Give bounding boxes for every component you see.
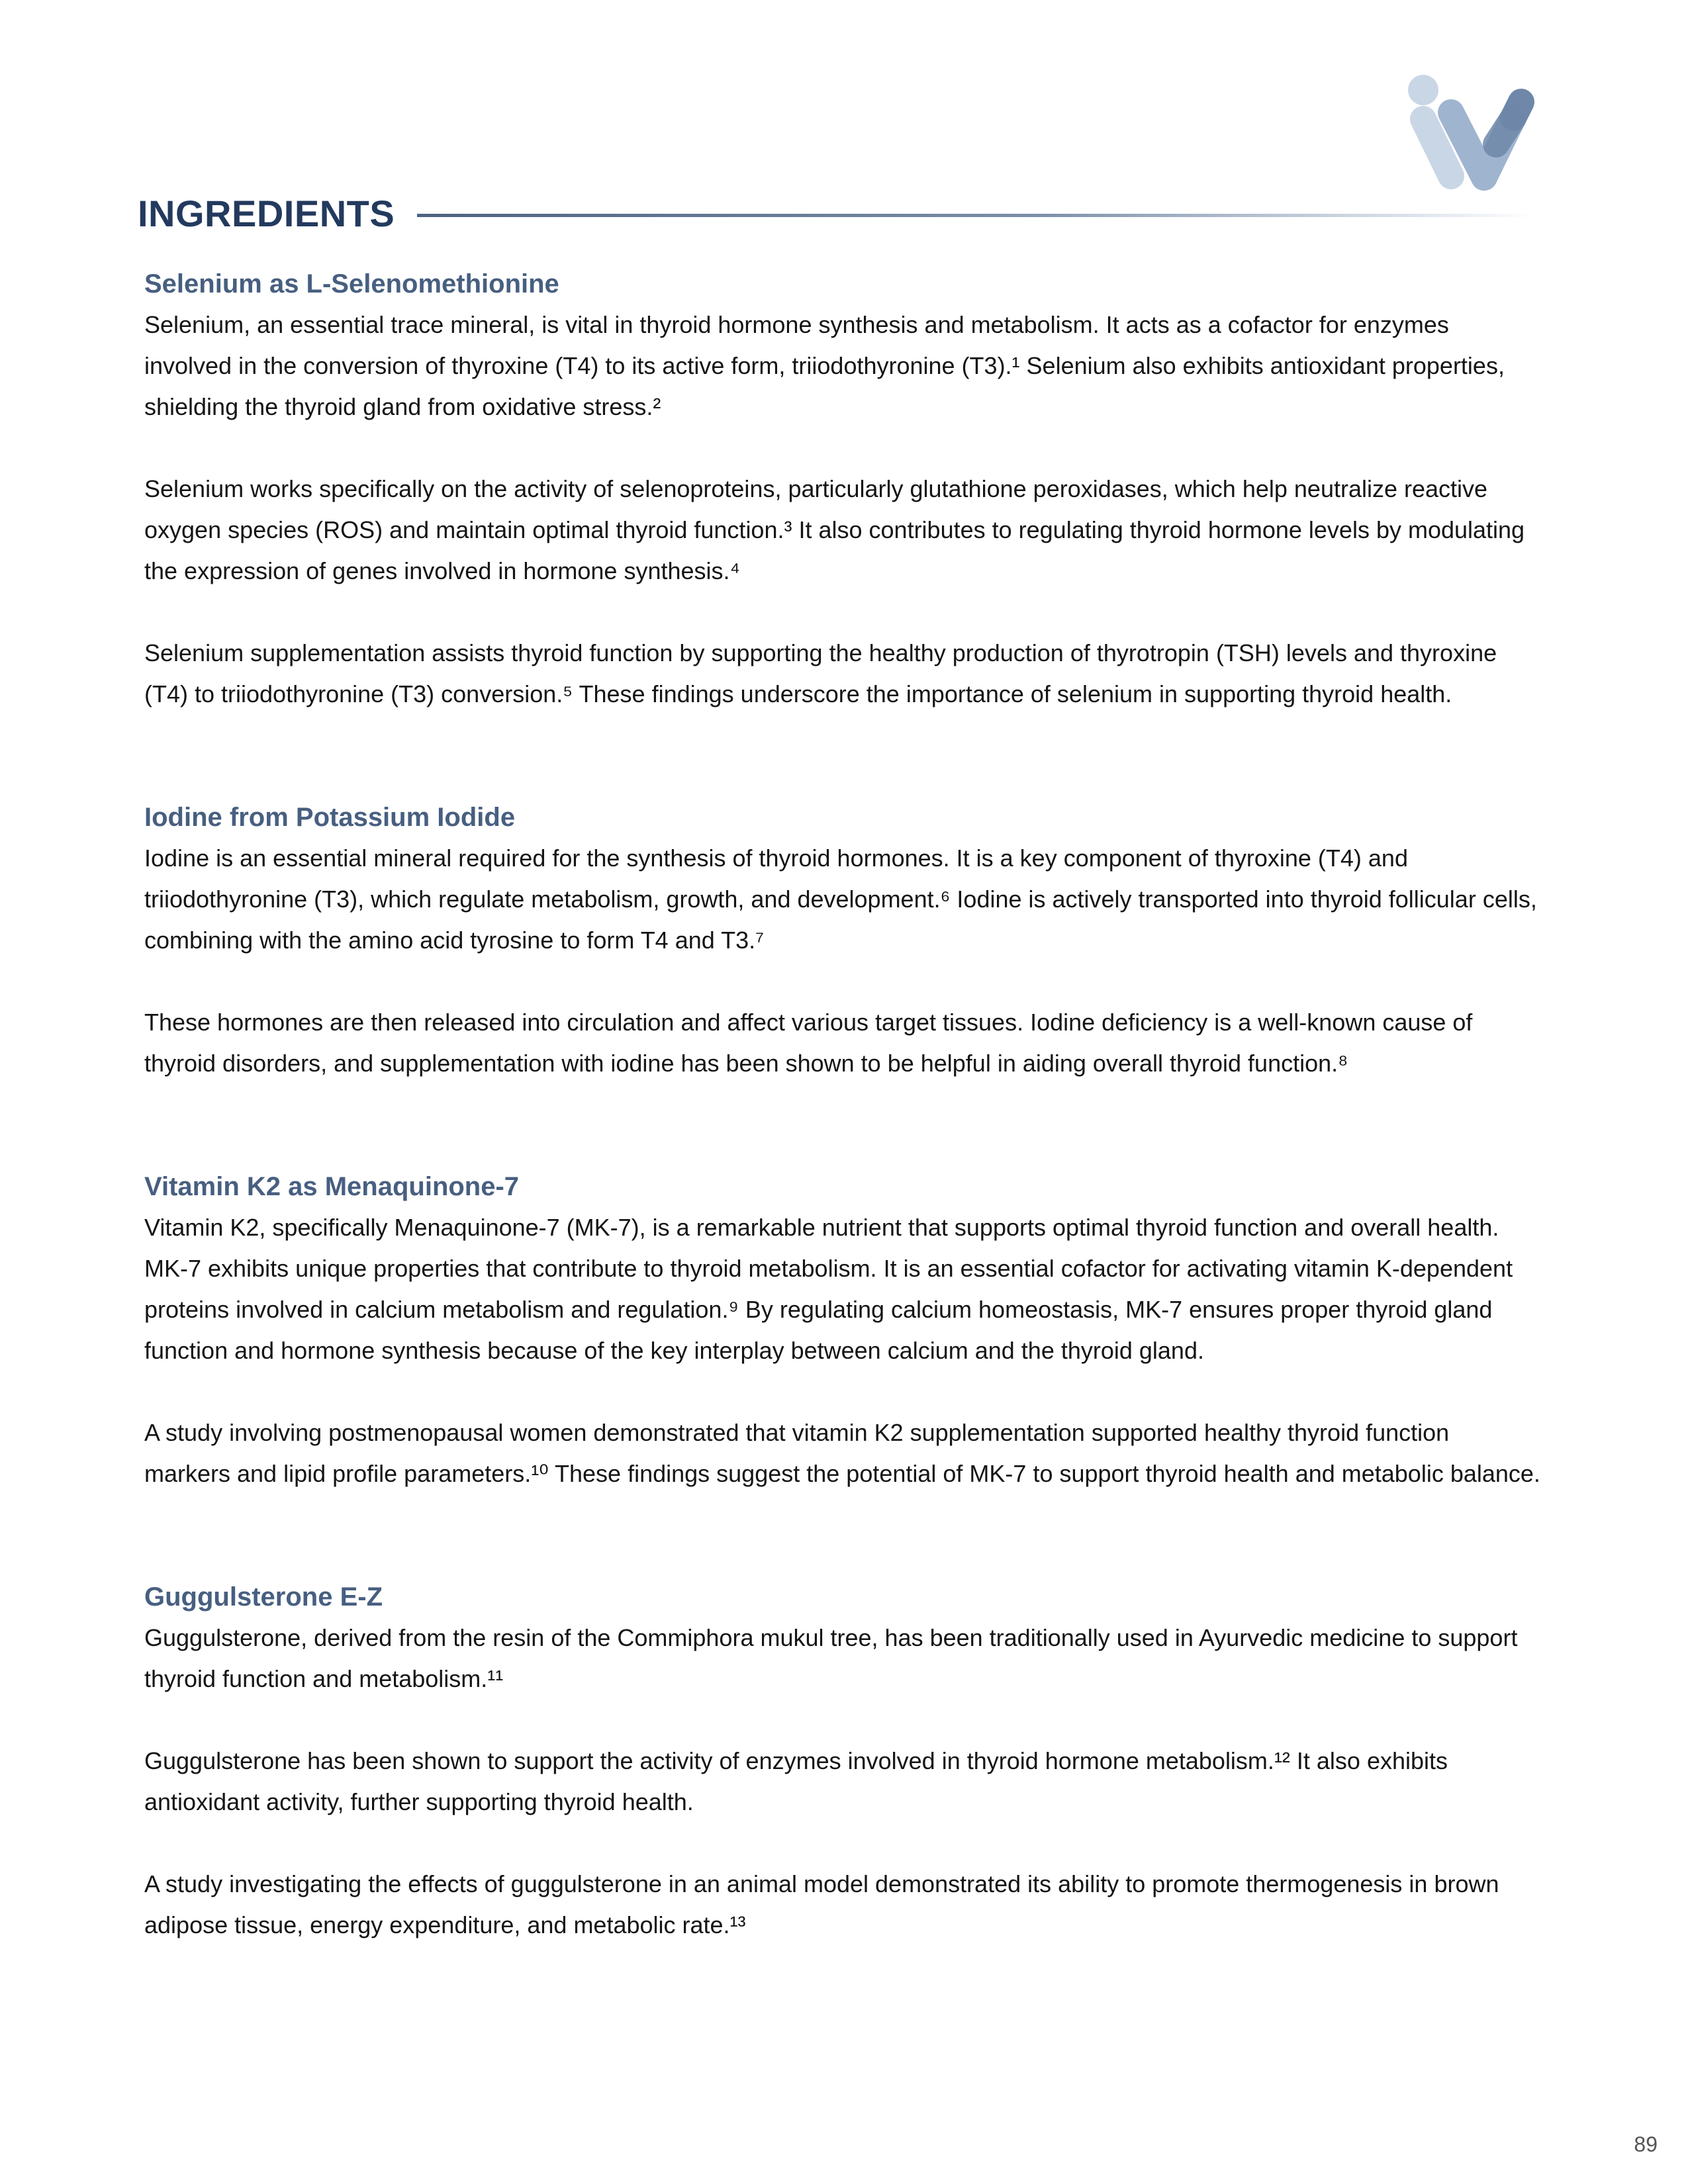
page-header xyxy=(138,187,1534,240)
section-guggulsterone xyxy=(144,1576,1541,1946)
section-heading: Iodine from Potassium Iodide xyxy=(144,803,516,832)
paragraph: Selenium, an essential trace mineral, is vital in thyroid hormone synthesis and metabolism. It acts as a cofactor for enzymes involved in the conversion of thyroxine (T4) to its active form, triiodothyronine (T3).¹ Selenium also exhibits antioxidant properties, shielding the thyroid gland from oxidative stress.² xyxy=(144,311,1505,420)
title-divider xyxy=(417,214,1534,217)
paragraph: A study investigating the effects of guggulsterone in an animal model demonstrated its ability to promote thermogenesis in brown adipose tissue, energy expenditure, and metabolic rate.¹³ xyxy=(144,1870,1499,1938)
section-iodine xyxy=(144,797,1541,1084)
paragraph: Iodine is an essential mineral required for the synthesis of thyroid hormones. It is a key component of thyroxine (T4) and triiodothyronine (T3), which regulate metabolism, growth, and development.⁶ Iodine is actively transported into thyroid follicular cells, combining with the amino acid tyrosine to form T4 and T3.⁷ xyxy=(144,844,1537,954)
paragraph: Selenium works specifically on the activity of selenoproteins, particularly glutathione peroxidases, which help neutralize reactive oxygen species (ROS) and maintain optimal thyroid function.³ It also contributes to regulating thyroid hormone levels by modulating the expression of genes involved in hormone synthesis.⁴ xyxy=(144,475,1525,584)
paragraph: Guggulsterone, derived from the resin of the Commiphora mukul tree, has been traditionally used in Ayurvedic medicine to support thyroid function and metabolism.¹¹ xyxy=(144,1624,1518,1692)
page-number: 89 xyxy=(1634,2132,1658,2156)
paragraph: These hormones are then released into circulation and affect various target tissues. Iodine deficiency is a well-known cause of thyroid disorders, and supplementation with iodine has been shown to be helpful in aiding overall thyroid function.⁸ xyxy=(144,1009,1473,1077)
section-heading: Vitamin K2 as Menaquinone-7 xyxy=(144,1172,520,1201)
page-title: INGREDIENTS xyxy=(138,192,395,234)
section-heading: Selenium as L-Selenomethionine xyxy=(144,269,559,298)
ingredients-content xyxy=(144,263,1541,1946)
brand-logo-icon xyxy=(1403,71,1549,197)
section-selenium xyxy=(144,263,1541,715)
paragraph: Guggulsterone has been shown to support the activity of enzymes involved in thyroid hormone metabolism.¹² It also exhibits antioxidant activity, further supporting thyroid health. xyxy=(144,1747,1448,1815)
paragraph: Selenium supplementation assists thyroid function by supporting the healthy production of thyrotropin (TSH) levels and thyroxine (T4) to triiodothyronine (T3) conversion.⁵ These findings underscore the importance of selenium in supporting thyroid health. xyxy=(144,639,1497,707)
section-vitamin-k2 xyxy=(144,1166,1541,1494)
paragraph: A study involving postmenopausal women demonstrated that vitamin K2 supplementation supported healthy thyroid function markers and lipid profile parameters.¹⁰ These findings suggest the potential of MK-7 to support thyroid health and metabolic balance. xyxy=(144,1419,1540,1487)
paragraph: Vitamin K2, specifically Menaquinone-7 (MK-7), is a remarkable nutrient that supports optimal thyroid function and overall health. MK-7 exhibits unique properties that contribute to thyroid metabolism. It is an essential cofactor for activating vitamin K-dependent proteins involved in calcium metabolism and regulation.⁹ By regulating calcium homeostasis, MK-7 ensures proper thyroid gland function and hormone synthesis because of the key interplay between calcium and the thyroid gland. xyxy=(144,1214,1513,1364)
section-heading: Guggulsterone E-Z xyxy=(144,1582,383,1612)
